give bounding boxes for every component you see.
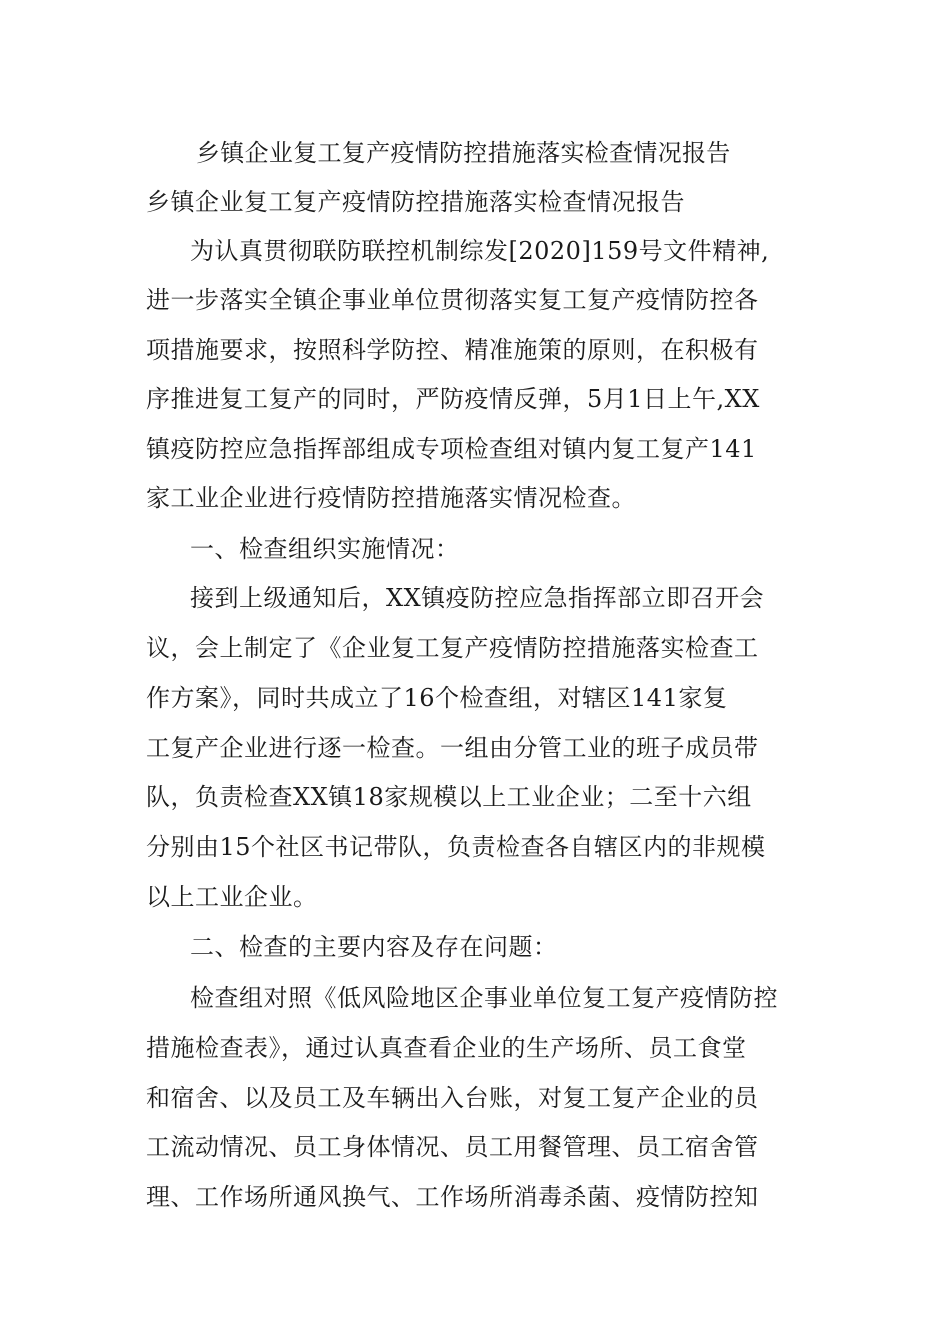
paragraph-line: 措施检查表》，通过认真查看企业的生产场所、员工食堂 [146, 1034, 747, 1062]
paragraph-line: 项措施要求，按照科学防控、精准施策的原则，在积极有 [146, 336, 759, 364]
paragraph-line: 序推进复工复产的同时，严防疫情反弹，5月1日上午,XX [146, 385, 760, 413]
paragraph-line: 作方案》，同时共成立了16个检查组，对辖区141家复 [146, 684, 728, 712]
paragraph-line: 理、工作场所通风换气、工作场所消毒杀菌、疫情防控知 [146, 1183, 759, 1211]
paragraph-line: 检查组对照《低风险地区企事业单位复工复产疫情防控 [190, 984, 778, 1012]
paragraph-line: 工流动情况、员工身体情况、员工用餐管理、员工宿舍管 [146, 1133, 759, 1161]
paragraph-line: 工复产企业进行逐一检查。一组由分管工业的班子成员带 [146, 734, 759, 762]
paragraph-line: 队，负责检查XX镇18家规模以上工业企业；二至十六组 [146, 783, 752, 811]
document-subtitle: 乡镇企业复工复产疫情防控措施落实检查情况报告 [146, 188, 685, 216]
paragraph-line: 以上工业企业。 [146, 883, 318, 911]
paragraph-line: 接到上级通知后，XX镇疫防控应急指挥部立即召开会 [190, 584, 765, 612]
paragraph-line: 议，会上制定了《企业复工复产疫情防控措施落实检查工 [146, 634, 759, 662]
paragraph-line: 分别由15个社区书记带队，负责检查各自辖区内的非规模 [146, 833, 766, 861]
paragraph-line: 镇疫防控应急指挥部组成专项检查组对镇内复工复产141 [146, 435, 757, 463]
paragraph-line: 家工业企业进行疫情防控措施落实情况检查。 [146, 484, 636, 512]
paragraph-line: 和宿舍、以及员工及车辆出入台账，对复工复产企业的员 [146, 1084, 759, 1112]
section-heading: 二、检查的主要内容及存在问题： [190, 933, 558, 961]
paragraph-line: 为认真贯彻联防联控机制综发[2020]159号文件精神, [190, 237, 770, 265]
document-title: 乡镇企业复工复产疫情防控措施落实检查情况报告 [196, 139, 731, 167]
section-heading: 一、检查组织实施情况： [190, 535, 460, 563]
paragraph-line: 进一步落实全镇企事业单位贯彻落实复工复产疫情防控各 [146, 286, 759, 314]
